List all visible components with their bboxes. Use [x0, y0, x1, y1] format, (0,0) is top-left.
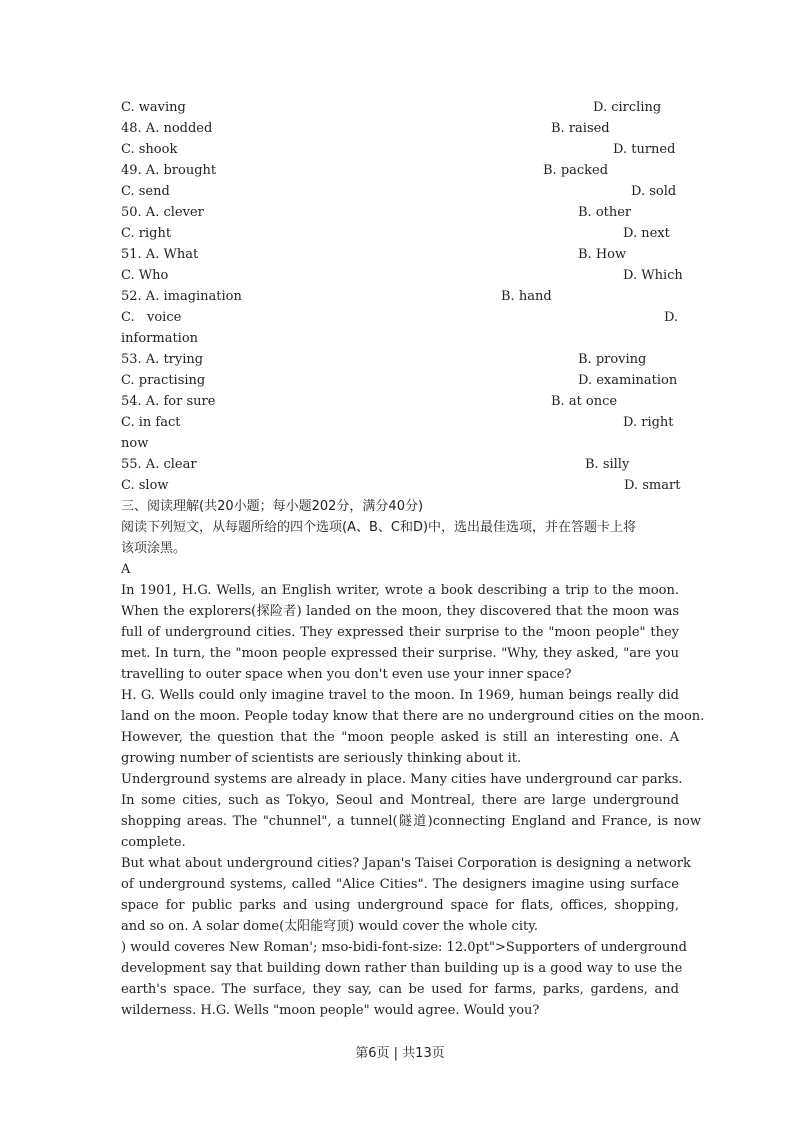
- passage-line: shopping areas. The "chunnel", a tunnel(隧道)connecting England and France, is now: [121, 814, 701, 829]
- option-left: C. Who: [121, 268, 169, 283]
- passage-line: of underground systems, called "Alice Cities". The designers imagine using surface: [121, 877, 679, 892]
- passage-line: earth's space. The surface, they say, can be used for farms, parks, gardens, and: [121, 982, 679, 997]
- passage-line: When the explorers(探险者) landed on the moon, they discovered that the moon was: [121, 604, 679, 619]
- option-right: B. How: [578, 247, 627, 262]
- passage-line: growing number of scientists are seriously thinking about it.: [121, 751, 522, 766]
- option-row: [121, 412, 679, 433]
- option-right: B. proving: [578, 352, 647, 367]
- option-left: 48. A. nodded: [121, 121, 213, 136]
- option-left: C. right: [121, 226, 172, 241]
- passage-line: development say that building down rather than building up is a good way to use the: [121, 961, 683, 976]
- option-right: D. smart: [624, 478, 681, 493]
- passage-line: travelling to outer space when you don't even use your inner space?: [121, 667, 572, 682]
- passage-line: H. G. Wells could only imagine travel to the moon. In 1969, human beings really did: [121, 688, 679, 703]
- option-right: D. circling: [593, 100, 662, 115]
- option-right: B. raised: [551, 121, 610, 136]
- option-left: 51. A. What: [121, 247, 199, 262]
- option-left: 53. A. trying: [121, 352, 204, 367]
- option-row: [121, 349, 679, 370]
- option-row: [121, 391, 679, 412]
- option-left: C. shook: [121, 142, 178, 157]
- section-heading: 三、阅读理解(共20小题；每小题202分，满分40分): [121, 499, 424, 514]
- option-left: 49. A. brought: [121, 163, 217, 178]
- option-left: C. waving: [121, 100, 186, 115]
- passage-line: But what about underground cities? Japan's Taisei Corporation is designing a network: [121, 856, 691, 871]
- option-row: [121, 181, 679, 202]
- option-left: 54. A. for sure: [121, 394, 216, 409]
- option-left: 55. A. clear: [121, 457, 197, 472]
- option-right: D. right: [623, 415, 674, 430]
- passage-line: space for public parks and using underground space for flats, offices, shopping,: [121, 898, 679, 913]
- option-right: B. hand: [501, 289, 552, 304]
- passage-line: and so on. A solar dome(太阳能穹顶) would cover the whole city.: [121, 919, 538, 934]
- passage-line: land on the moon. People today know that there are no underground cities on the moon.: [121, 709, 705, 724]
- option-left: C. send: [121, 184, 170, 199]
- option-left: 52. A. imagination: [121, 289, 242, 304]
- passage-label: A: [121, 562, 131, 577]
- option-left: 50. A. clever: [121, 205, 204, 220]
- option-row: [121, 118, 679, 139]
- option-row: [121, 223, 679, 244]
- option-right: D. next: [623, 226, 670, 241]
- page-footer: 第6页 | 共13页: [355, 1046, 445, 1061]
- option-row: [121, 286, 679, 307]
- option-right: B. other: [578, 205, 632, 220]
- passage-line: In 1901, H.G. Wells, an English writer, wrote a book describing a trip to the moon.: [121, 583, 679, 598]
- option-row: [121, 160, 679, 181]
- option-row: [121, 328, 679, 349]
- option-right: B. at once: [551, 394, 618, 409]
- option-left: C. slow: [121, 478, 169, 493]
- passage-line: full of underground cities. They expressed their surprise to the "moon people" they: [121, 625, 679, 640]
- option-left: C. practising: [121, 373, 206, 388]
- instruction-line: 该项涂黑。: [121, 541, 187, 556]
- option-row: [121, 454, 679, 475]
- option-row: [121, 475, 679, 496]
- passage-line: wilderness. H.G. Wells "moon people" would agree. Would you?: [121, 1003, 540, 1018]
- option-row: [121, 97, 679, 118]
- passage-line: However, the question that the "moon people asked is still an interesting one. A: [121, 730, 679, 745]
- option-row: [121, 433, 679, 454]
- option-right: D. examination: [578, 373, 678, 388]
- option-right: B. packed: [543, 163, 609, 178]
- option-row: [121, 265, 683, 286]
- instruction-line: 阅读下列短文，从每题所给的四个选项(A、B、C和D)中，选出最佳选项，并在答题卡上将: [121, 520, 637, 535]
- option-row: [121, 370, 679, 391]
- option-row: [121, 202, 679, 223]
- option-right: B. silly: [585, 457, 630, 472]
- option-row: [121, 139, 679, 160]
- option-row: [121, 307, 679, 328]
- option-left: now: [121, 436, 149, 451]
- passage-line: complete.: [121, 835, 186, 850]
- option-right: D. Which: [623, 268, 683, 283]
- passage-line: In some cities, such as Tokyo, Seoul and Montreal, there are large underground: [121, 793, 679, 808]
- option-row: [121, 244, 679, 265]
- option-right: D. turned: [613, 142, 676, 157]
- option-left: C. in fact: [121, 415, 181, 430]
- option-left: information: [121, 331, 199, 346]
- passage-line: Underground systems are already in place. Many cities have underground car parks.: [121, 772, 683, 787]
- passage-line: met. In turn, the "moon people expressed their surprise. "Why, they asked, "are you: [121, 646, 679, 661]
- passage-line: ) would coveres New Roman'; mso-bidi-font-size: 12.0pt">Supporters of underground: [121, 940, 687, 955]
- option-left: C. voice: [121, 310, 182, 325]
- option-right: D. sold: [631, 184, 677, 199]
- option-right: D.: [664, 310, 679, 325]
